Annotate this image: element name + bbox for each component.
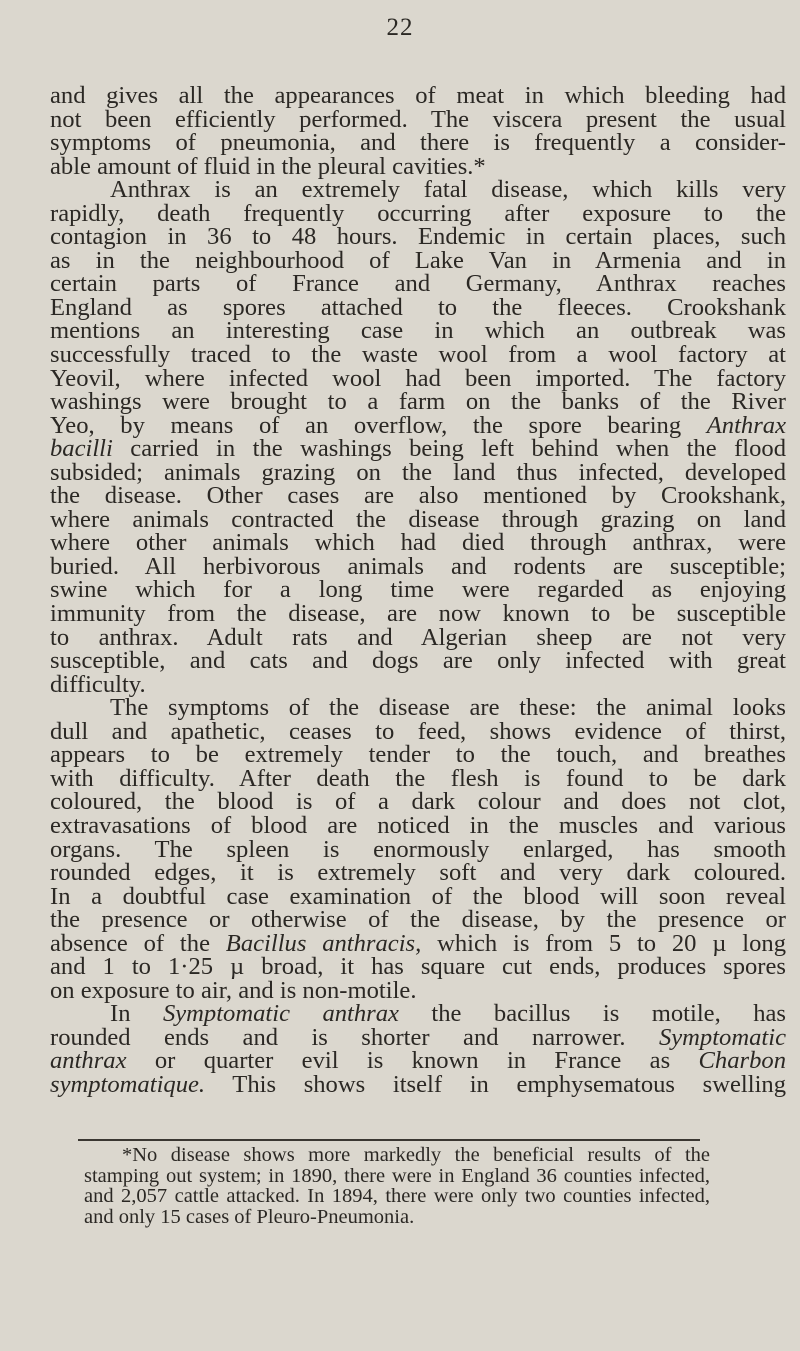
text-segment: *No disease shows more markedly the beneficial results of the bbox=[122, 1144, 710, 1166]
text-segment: which is from 5 to 20 µ long bbox=[421, 929, 786, 957]
text-line bbox=[50, 623, 786, 651]
text-line bbox=[50, 670, 786, 698]
text-line bbox=[50, 505, 786, 533]
text-line bbox=[50, 1070, 786, 1098]
text-line bbox=[50, 790, 786, 814]
text-segment: buried. All herbivorous animals and rodents are susceptible; bbox=[50, 552, 786, 580]
text-line bbox=[50, 343, 786, 367]
text-segment: on exposure to air, and is non-motile. bbox=[50, 976, 417, 1004]
text-segment: and 2,057 cattle attacked. In 1894, there were only two counties infected, bbox=[84, 1185, 710, 1208]
text-segment: and gives all the appearances of meat in which bleeding had bbox=[50, 82, 786, 109]
text-line bbox=[50, 552, 786, 580]
text-segment: extravasations of blood are noticed in the muscles and various bbox=[50, 811, 786, 839]
footnote-line bbox=[84, 1166, 710, 1187]
italic-text: bacilli bbox=[50, 435, 113, 463]
text-line bbox=[50, 649, 786, 673]
text-line bbox=[50, 437, 786, 461]
text-segment: the bacillus is motile, has bbox=[398, 1000, 786, 1028]
text-line bbox=[50, 531, 786, 555]
text-line bbox=[50, 390, 786, 414]
text-segment: not been efficiently performed. The viscera present the usual bbox=[50, 105, 786, 133]
italic-text: Charbon bbox=[698, 1047, 786, 1075]
text-segment: with difficulty. After death the flesh is found to be dark bbox=[50, 764, 786, 792]
body-text bbox=[50, 84, 786, 1097]
text-line bbox=[50, 602, 786, 626]
text-line bbox=[50, 955, 786, 979]
text-segment: rounded edges, it is extremely soft and very dark coloured. bbox=[50, 859, 786, 887]
text-line bbox=[50, 861, 786, 885]
text-line bbox=[50, 696, 786, 720]
text-segment: Yeo, by means of an overflow, the spore bearing bbox=[50, 411, 707, 439]
text-line bbox=[50, 1049, 786, 1073]
text-line bbox=[50, 717, 786, 745]
text-segment: or quarter evil is known in France as bbox=[126, 1047, 699, 1075]
text-segment: washings were brought to a farm on the banks of the River bbox=[50, 388, 786, 416]
text-line bbox=[50, 835, 786, 863]
text-segment: swine which for a long time were regarded as enjoying bbox=[50, 576, 786, 604]
text-segment: symptoms of pneumonia, and there is frequently a consider- bbox=[50, 129, 786, 157]
text-segment: carried in the washings being left behind when the flood bbox=[112, 435, 786, 463]
text-line bbox=[50, 364, 786, 392]
text-line bbox=[50, 976, 786, 1004]
text-segment: and only 15 cases of Pleuro-Pneumonia. bbox=[84, 1205, 415, 1228]
text-line bbox=[50, 929, 786, 957]
text-line bbox=[50, 458, 786, 486]
text-line bbox=[50, 319, 786, 343]
footnote-divider bbox=[78, 1139, 700, 1141]
text-line bbox=[50, 484, 786, 508]
text-line bbox=[50, 199, 786, 227]
text-segment: appears to be extremely tender to the touch, and breathes bbox=[50, 741, 786, 769]
text-segment: absence of the bbox=[50, 929, 226, 957]
text-line bbox=[50, 578, 786, 602]
text-line bbox=[50, 105, 786, 133]
page-number: 22 bbox=[386, 14, 414, 41]
text-segment: rapidly, death frequently occurring after exposure to the bbox=[50, 199, 786, 227]
footnote bbox=[84, 1145, 710, 1227]
italic-text: anthrax bbox=[50, 1047, 127, 1075]
text-segment: mentions an interesting case in which an outbreak was bbox=[50, 317, 786, 345]
text-segment: In bbox=[110, 1000, 163, 1028]
text-line bbox=[50, 84, 786, 108]
text-line bbox=[50, 764, 786, 792]
text-segment: In a doubtful case examination of the blood will soon reveal bbox=[50, 882, 786, 910]
text-line bbox=[50, 152, 786, 180]
text-segment: dull and apathetic, ceases to feed, shows evidence of thirst, bbox=[50, 717, 786, 745]
text-segment: where animals contracted the disease through grazing on land bbox=[50, 505, 786, 533]
text-line bbox=[50, 811, 786, 839]
footnote-line bbox=[84, 1207, 710, 1228]
text-line bbox=[50, 293, 786, 321]
italic-text: Anthrax bbox=[706, 411, 786, 439]
text-segment: and 1 to 1·25 µ broad, it has square cut ends, produces spores bbox=[50, 953, 786, 981]
text-segment: as in the neighbourhood of Lake Van in Armenia and in bbox=[50, 246, 786, 274]
text-segment: England as spores attached to the fleeces. Crookshank bbox=[50, 293, 786, 321]
text-segment: Yeovil, where infected wool had been imported. The factory bbox=[50, 364, 786, 392]
text-segment: difficulty. bbox=[50, 670, 146, 698]
text-line bbox=[50, 225, 786, 249]
text-line bbox=[50, 246, 786, 274]
text-line bbox=[50, 131, 786, 155]
italic-text: Bacillus anthracis, bbox=[225, 929, 422, 957]
text-segment: certain parts of France and Germany, Anthrax reaches bbox=[50, 270, 786, 298]
text-segment: subsided; animals grazing on the land thus infected, developed bbox=[50, 458, 786, 486]
text-segment: stamping out system; in 1890, there were in England 36 counties infected, bbox=[84, 1164, 710, 1187]
text-segment: coloured, the blood is of a dark colour and does not clot, bbox=[50, 788, 786, 816]
text-segment: rounded ends and is shorter and narrower. bbox=[50, 1023, 659, 1051]
italic-text: Symptomatic bbox=[658, 1023, 786, 1051]
text-segment: susceptible, and cats and dogs are only infected with great bbox=[50, 647, 786, 675]
text-line bbox=[50, 743, 786, 767]
text-line bbox=[50, 272, 786, 296]
text-segment: contagion in 36 to 48 hours. Endemic in certain places, such bbox=[50, 223, 786, 251]
text-line bbox=[50, 178, 786, 202]
text-segment: where other animals which had died through anthrax, were bbox=[50, 529, 786, 557]
text-segment: This shows itself in emphysematous swelling bbox=[205, 1070, 786, 1098]
text-segment: the disease. Other cases are also mentioned by Crookshank, bbox=[50, 482, 786, 510]
text-segment: organs. The spleen is enormously enlarged, has smooth bbox=[50, 835, 786, 863]
italic-text: symptomatique. bbox=[50, 1070, 206, 1098]
text-line bbox=[50, 411, 786, 439]
text-segment: Anthrax is an extremely fatal disease, which kills very bbox=[110, 176, 786, 204]
text-segment: successfully traced to the waste wool from a wool factory at bbox=[50, 341, 786, 369]
footnote-line bbox=[84, 1186, 710, 1207]
text-segment: able amount of fluid in the pleural cavities.* bbox=[50, 152, 486, 180]
text-line bbox=[50, 1023, 786, 1051]
italic-text: Symptomatic anthrax bbox=[162, 1000, 399, 1028]
text-segment: The symptoms of the disease are these: the animal looks bbox=[110, 694, 786, 722]
text-line bbox=[50, 882, 786, 910]
text-segment: to anthrax. Adult rats and Algerian sheep are not very bbox=[50, 623, 786, 651]
footnote-line bbox=[84, 1145, 710, 1166]
text-line bbox=[50, 908, 786, 932]
text-line bbox=[50, 1002, 786, 1026]
text-segment: the presence or otherwise of the disease, by the presence or bbox=[50, 906, 786, 934]
text-segment: immunity from the disease, are now known to be susceptible bbox=[50, 600, 786, 628]
